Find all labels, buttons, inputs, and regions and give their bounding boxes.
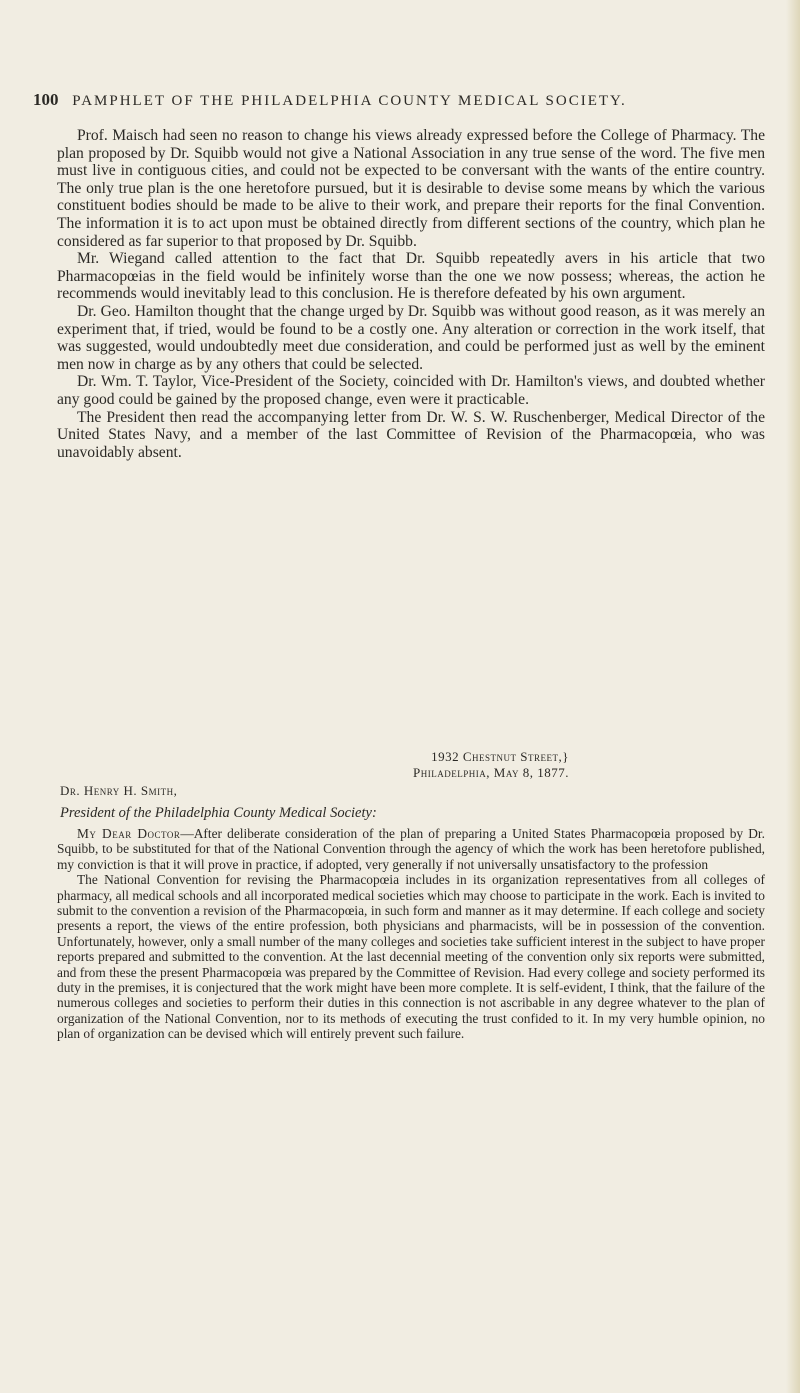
letter-addressee-title: President of the Philadelphia County Medical Society: [60, 805, 377, 821]
letter-addressee: Dr. Henry H. Smith, [60, 783, 178, 798]
letter-paragraph-2: The National Convention for revising the Pharmacopœia includes in its organization representatives from all colleges of pharmacy, all medical schools and all incorporated medical societies which may choose to participate in the work. Each is invited to submit to the convention a revision of the Pharmacopœia, in such form and manner as it may determine. If each college and society presents a report, the views of the entire profession, both physicians and pharmacists, will be in possession of the convention. Unfortunately, however, only a small number of the many colleges and societies take sufficient interest in the subject to have proper reports prepared and submitted to the convention. At the last decennial meeting of the convention only six reports were submitted, and from these the present Pharmacopœia was prepared by the Committee of Revision. Had every college and society performed its duty in the premises, it is conjectured that the work might have been more complete. It is self-evident, I think, that the failure of the numerous colleges and societies to perform their duties in this connection is not ascribable in any degree whatever to the plan of organization of the National Convention, nor to its methods of executing the trust confided to it. In my very humble opinion, no plan of organization can be devised which will entirely prevent such failure. [57, 872, 765, 1042]
paragraph-maisch: Prof. Maisch had seen no reason to change his views already expressed before the College of Pharmacy. The plan proposed by Dr. Squibb would not give a National Association in any true sense of the word. The five men must live in contiguous cities, and could not be expected to be conversant with the wants of the entire country. The only true plan is the one heretofore pursued, but it is desirable to devise some means by which the various constituent bodies should be made to be alive to their work, and prepare their reports for the final Convention. The information it is to act upon must be obtained directly from different sections of the country, which plan he considered as far superior to that proposed by Dr. Squibb. [57, 127, 765, 250]
page-number: 100 [33, 90, 59, 109]
page-edge-shadow [786, 0, 800, 1393]
proceedings-text [57, 127, 765, 461]
address-line-1: 1932 Chestnut Street,} [431, 749, 569, 764]
letter-body [57, 826, 765, 1042]
address-line-2: Philadelphia, May 8, 1877. [413, 765, 569, 780]
address-bracket: } [562, 749, 569, 764]
paragraph-president: The President then read the accompanying letter from Dr. W. S. W. Ruschenberger, Medical Director of the United States Navy, and a member of the last Committee of Revision of the Pharmacopœia, who was unavoidably absent. [57, 408, 765, 461]
paragraph-wiegand: Mr. Wiegand called attention to the fact that Dr. Squibb repeatedly avers in his article that two Pharmacopœias in the field would be infinitely worse than the one we now possess; whereas, the action he recommends would inevitably lead to this conclusion. He is therefore defeated by his own argument. [57, 250, 765, 303]
letter-salutation: My Dear Doctor [77, 826, 181, 841]
running-head [33, 90, 773, 110]
paragraph-hamilton: Dr. Geo. Hamilton thought that the change urged by Dr. Squibb was without good reason, as it was merely an experiment that, if tried, would be found to be a costly one. Any alteration or correction in the work itself, that was suggested, would undoubtedly meet due consideration, and could be performed just as well by the eminent men now in charge as by any others that could be selected. [57, 302, 765, 373]
paragraph-taylor: Dr. Wm. T. Taylor, Vice-President of the Society, coincided with Dr. Hamilton's views, and doubted whether any good could be gained by the proposed change, even were it practicable. [57, 373, 765, 408]
letter-address [57, 749, 765, 781]
letter-heading [57, 749, 765, 821]
running-title: PAMPHLET OF THE PHILADELPHIA COUNTY MEDICAL SOCIETY. [72, 93, 627, 109]
letter-paragraph-1: My Dear Doctor—After deliberate consideration of the plan of preparing a United States Pharmacopœia proposed by Dr. Squibb, to be substituted for that of the National Convention through the agency of which the work has been heretofore published, my conviction is that it will prove in practice, if adopted, very generally if not universally unsatisfactory to the profession [57, 826, 765, 872]
